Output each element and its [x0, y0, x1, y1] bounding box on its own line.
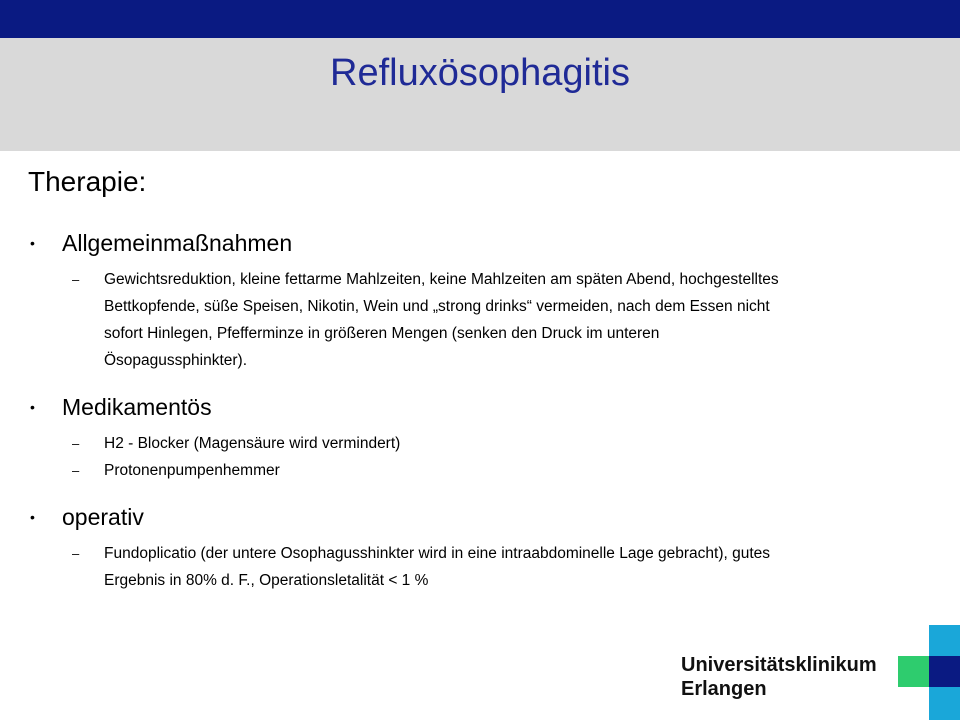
- dash-marker: –: [72, 436, 80, 451]
- sub-item: [30, 540, 920, 567]
- bullet-allgemeinmassnahmen: [30, 226, 920, 260]
- logo-square-cyan-top: [929, 625, 960, 656]
- top-bar: [0, 0, 960, 38]
- slide-title: Refluxösophagitis: [330, 52, 630, 94]
- sub-item: [30, 430, 920, 457]
- sub-item-continuation: [30, 347, 920, 374]
- slide-subtitle: Therapie:: [28, 166, 147, 197]
- sub-item: [30, 457, 920, 484]
- bullet-dot: •: [30, 509, 35, 525]
- bullet-heading: Allgemeinmaßnahmen: [62, 230, 293, 256]
- university-logo-text: [681, 653, 877, 701]
- sub-item-continuation: [30, 567, 920, 594]
- bullet-dot: •: [30, 399, 35, 415]
- sub-item-text: Gewichtsreduktion, kleine fettarme Mahlzeiten, keine Mahlzeiten am späten Abend, hochgestelltes: [104, 271, 779, 288]
- logo-square-green: [898, 656, 929, 687]
- logo-square-cyan-bottom: [929, 687, 960, 720]
- sub-item-text: sofort Hinlegen, Pfefferminze in größeren Mengen (senken den Druck im unteren: [104, 325, 660, 342]
- bullet-heading: operativ: [62, 504, 144, 530]
- sub-item: [30, 266, 920, 293]
- sub-item-continuation: [30, 293, 920, 320]
- logo-line-1: Universitätsklinikum: [681, 654, 877, 676]
- dash-marker: –: [72, 463, 80, 478]
- sub-item-text: Fundoplicatio (der untere Osophagusshinkter wird in eine intraabdominelle Lage gebracht), gutes: [104, 545, 771, 562]
- bullet-heading: Medikamentös: [62, 394, 212, 420]
- sub-item-text: Ösopagussphinkter).: [104, 352, 248, 369]
- dash-marker: –: [72, 546, 80, 561]
- sub-item-text: H2 - Blocker (Magensäure wird vermindert): [104, 435, 401, 452]
- sub-item-text: Ergebnis in 80% d. F., Operationsletalität < 1 %: [104, 572, 429, 589]
- sub-item-text: Bettkopfende, süße Speisen, Nikotin, Wein und „strong drinks“ vermeiden, nach dem Essen nicht: [104, 298, 770, 315]
- sub-item-continuation: [30, 320, 920, 347]
- sub-item-text: Protonenpumpenhemmer: [104, 462, 280, 479]
- logo-line-2: Erlangen: [681, 678, 767, 700]
- dash-marker: –: [72, 272, 80, 287]
- slide-content: [30, 226, 920, 594]
- logo-square-navy: [929, 656, 960, 687]
- bullet-medikamentoes: [30, 390, 920, 424]
- bullet-operativ: [30, 500, 920, 534]
- bullet-dot: •: [30, 235, 35, 251]
